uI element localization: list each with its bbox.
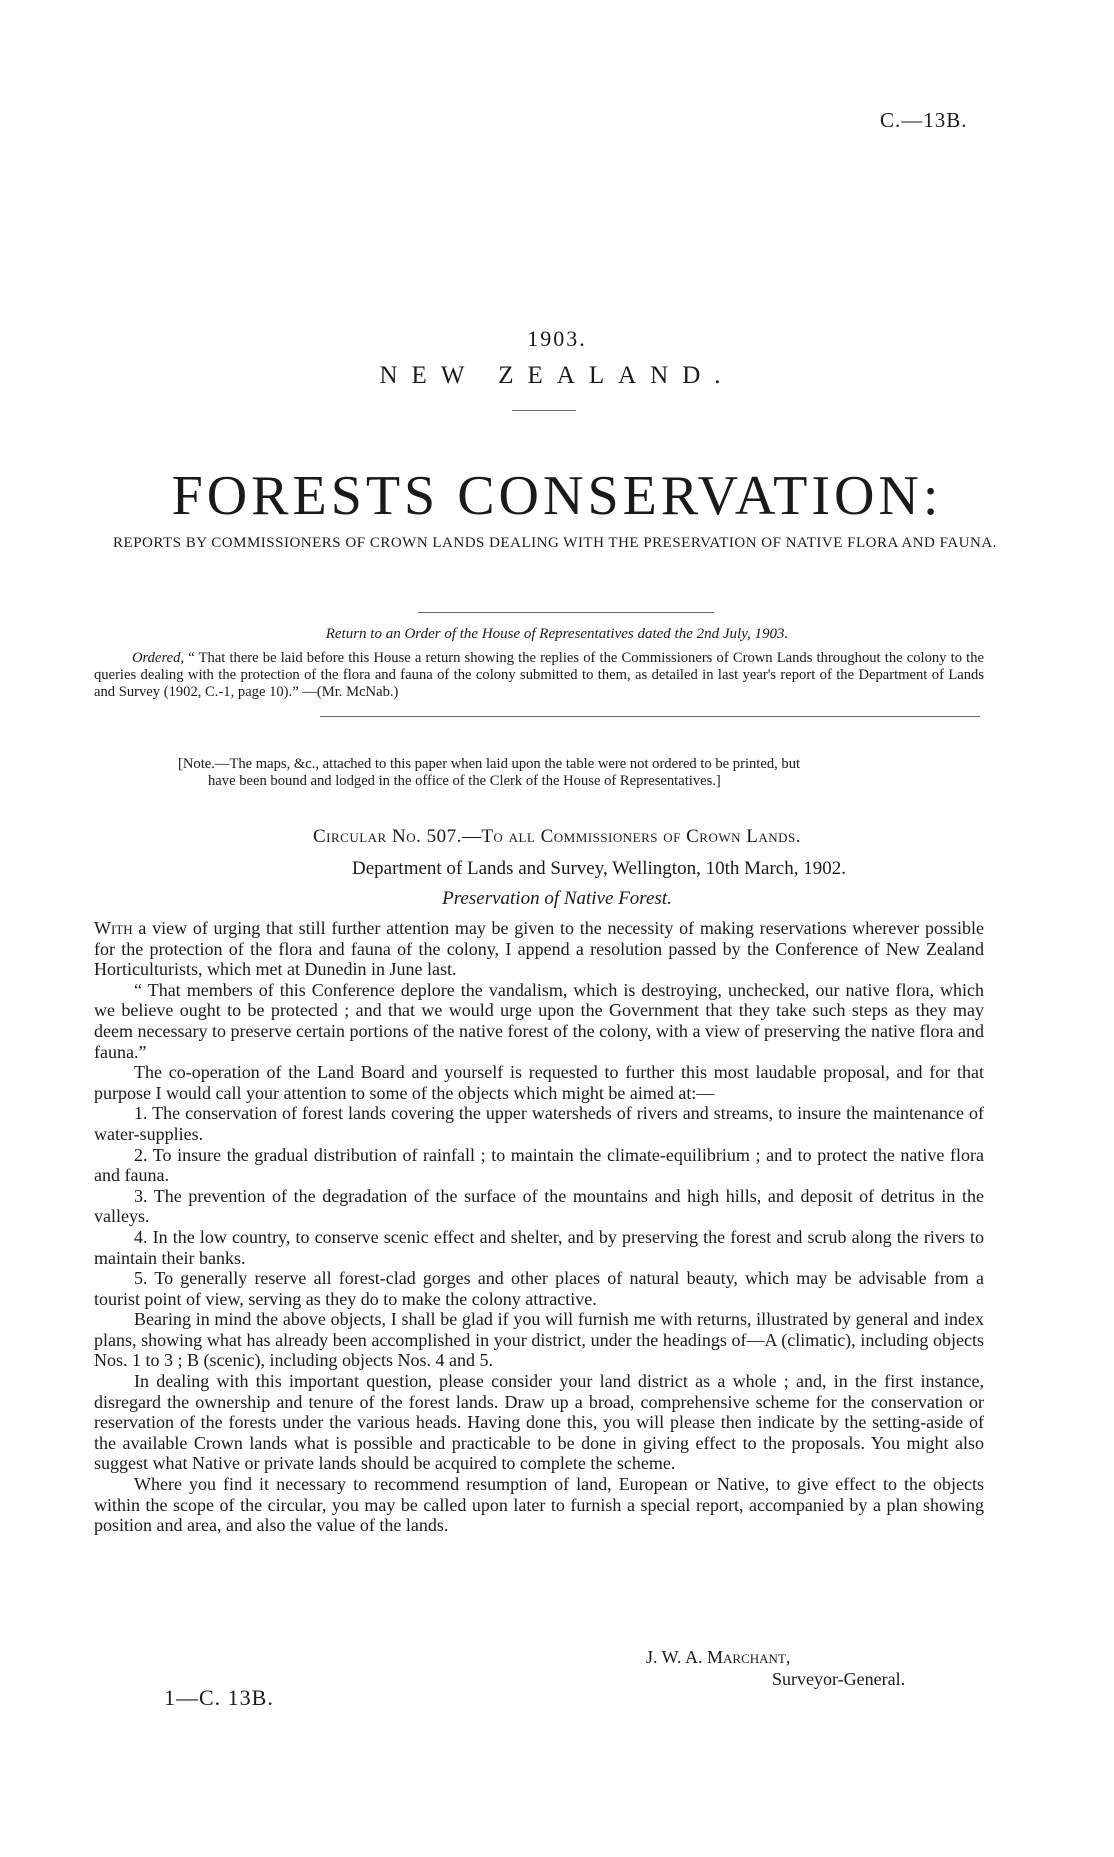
note-line-2: have been bound and lodged in the office of the Clerk of the House of Representatives.]: [208, 773, 721, 789]
signature-block: [646, 1646, 905, 1690]
list-item: 1. The conservation of forest lands covering the upper watersheds of rivers and streams, to insure the maintenance of water-supplies.: [94, 1103, 984, 1144]
list-item: 5. To generally reserve all forest-clad gorges and other places of natural beauty, which may be advisable from a tourist point of view, serving as they do to make the colony attractive.: [94, 1268, 984, 1309]
body-paragraph: In dealing with this important question, please consider your land district as a whole ; and, in the first instance, disregard the ownership and tenure of the forest lands. Draw up a broad, comprehensive scheme for the conservation or reservation of the forests under the various heads. Having done this, you will please then indicate by the setting-aside of the available Crown lands what is possible and practicable to be done in giving effect to the proposals. You might also suggest what Native or private lands should be acquired to complete the scheme.: [94, 1371, 984, 1474]
quoted-resolution: “ That members of this Conference deplore the vandalism, which is destroying, unchecked, our native flora, which we believe ought to be protected ; and that we would urge upon the Government that they take such steps as they may deem necessary to preserve certain portions of the native forest of the colony, with a view of preserving the native flora and fauna.”: [94, 979, 984, 1062]
body-paragraph: Where you find it necessary to recommend resumption of land, European or Native, to give effect to the objects within the scope of the circular, you may be called upon later to furnish a special report, accompanied by a plan showing position and area, and also the value of the lands.: [94, 1474, 984, 1536]
page-title: FORESTS CONSERVATION:: [171, 465, 943, 527]
note-line-1: [Note.—The maps, &c., attached to this paper when laid upon the table were not ordered to be printed, but: [178, 756, 801, 772]
circular-body: [94, 918, 984, 1536]
ordered-text: “ That there be laid before this House a return showing the replies of the Commissioners of Crown Lands throughout the colony to the queries dealing with the protection of the flora and fauna of the colony submitted to them, as detailed in last year's report of the Department of Lands and Survey (1902, C.-1, page 10).” —(Mr. McNab.): [94, 650, 984, 700]
page-subtitle: REPORTS BY COMMISSIONERS OF CROWN LANDS DEALING WITH THE PRESERVATION OF NATIVE FLORA AND FAUNA.: [113, 535, 997, 551]
body-paragraph: Bearing in mind the above objects, I shall be glad if you will furnish me with returns, illustrated by general and index plans, showing what has already been accomplished in your district, under the headings of—A (climatic), including objects Nos. 1 to 3 ; B (scenic), including objects Nos. 4 and 5.: [94, 1309, 984, 1371]
country-heading: NEW ZEALAND.: [379, 362, 735, 389]
return-order-line: Return to an Order of the House of Representatives dated the 2nd July, 1903.: [325, 626, 789, 642]
list-item: 4. In the low country, to conserve scenic effect and shelter, and by preserving the forest and scrub along the rivers to maintain their banks.: [94, 1226, 984, 1268]
year: 1903.: [527, 326, 587, 351]
paragraph-text: a view of urging that still further attention may be given to the necessity of making reservations wherever possible for the protection of the flora and fauna of the colony, I append a resolution passed by the Conference of New Zealand Horticulturists, which met at Dunedin in June last.: [94, 918, 984, 980]
list-item: 3. The prevention of the degradation of the surface of the mountains and high hills, and deposit of detritus in the valleys.: [94, 1185, 984, 1227]
circular-heading: Circular No. 507.—To all Commissioners of Crown Lands.: [312, 826, 802, 847]
signatory-name: J. W. A. Marchant,: [646, 1647, 791, 1667]
editorial-note: [178, 756, 978, 790]
divider: [320, 716, 980, 717]
paper-reference-bottom: 1—C. 13B.: [164, 1685, 274, 1710]
body-paragraph: [94, 918, 984, 980]
ordered-label: Ordered,: [132, 650, 185, 666]
paragraph-lead: With: [94, 918, 133, 938]
ordered-paragraph: [94, 650, 984, 701]
department-line: Department of Lands and Survey, Wellington, 10th March, 1902.: [352, 858, 846, 879]
body-paragraph: The co-operation of the Land Board and yourself is requested to further this most laudable proposal, and for that purpose I would call your attention to some of the objects which might be aimed at:—: [94, 1062, 984, 1103]
divider: [512, 410, 576, 411]
signatory-role: Surveyor-General.: [772, 1669, 906, 1689]
list-item: 2. To insure the gradual distribution of rainfall ; to maintain the climate-equilibrium ; and to protect the native flora and fauna.: [94, 1144, 984, 1186]
divider: [418, 612, 714, 613]
paper-reference-top: C.—13B.: [880, 108, 968, 132]
section-subheading: Preservation of Native Forest.: [442, 888, 672, 909]
